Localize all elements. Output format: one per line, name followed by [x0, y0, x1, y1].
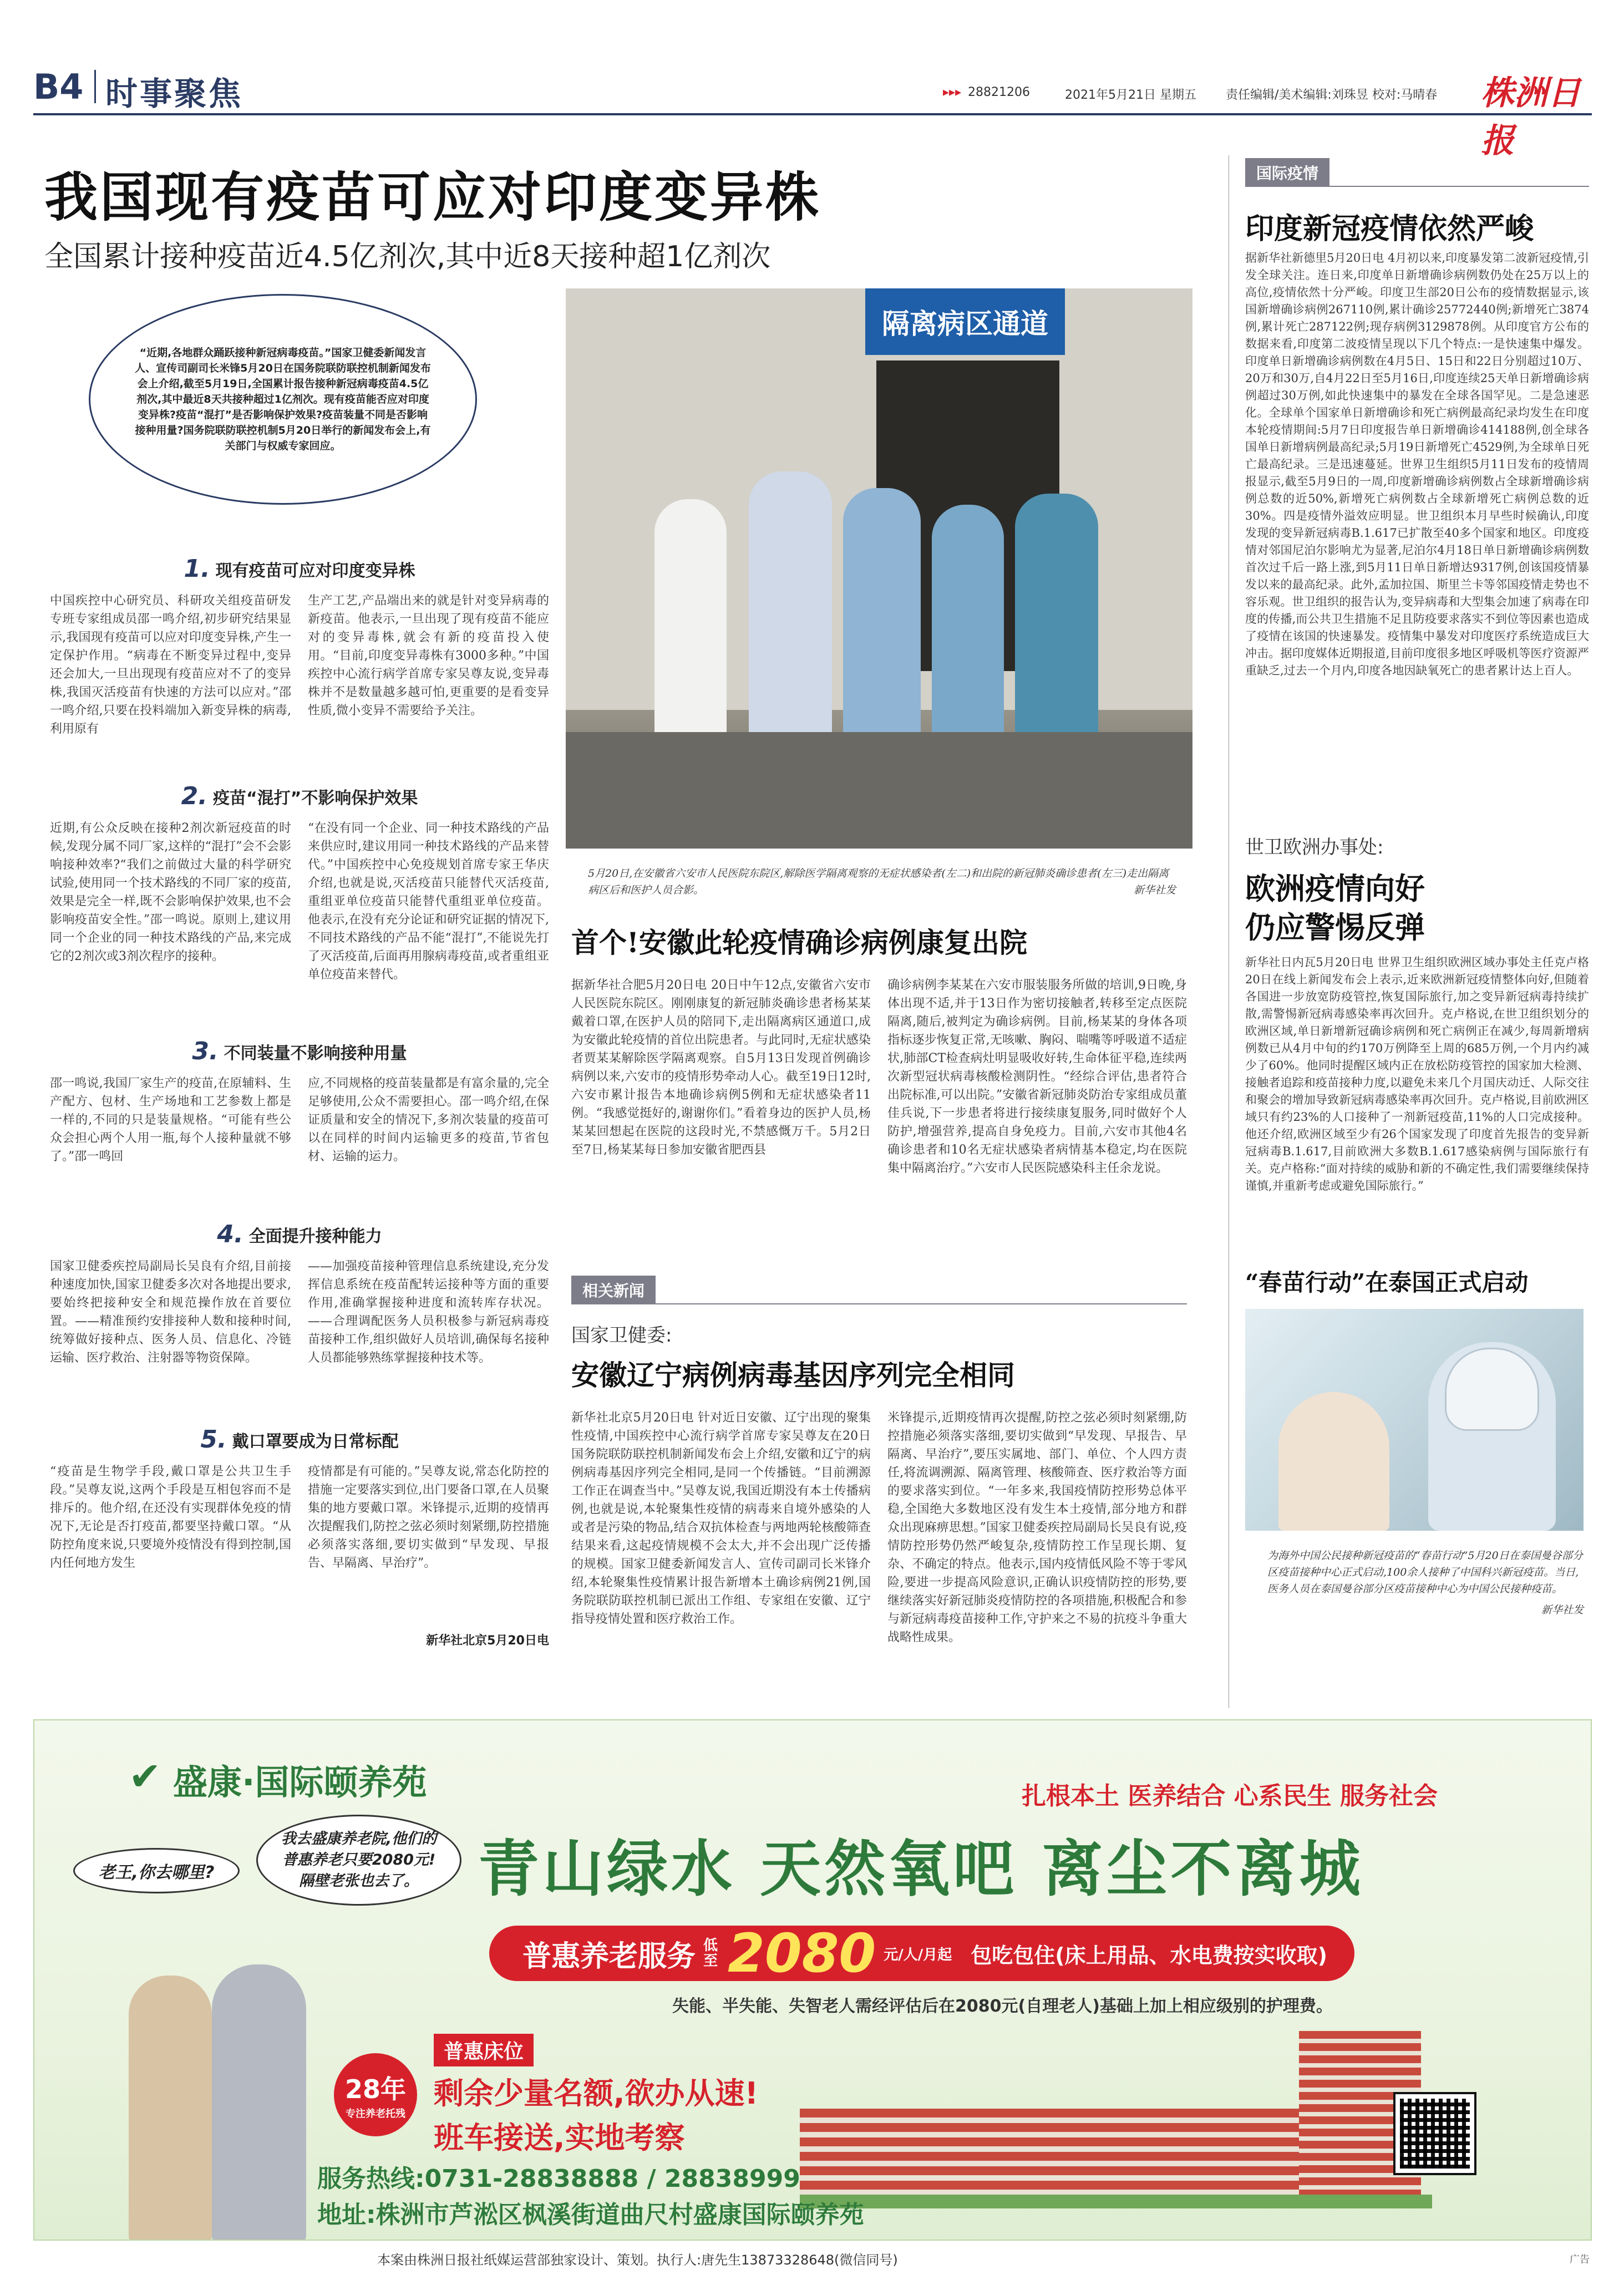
section-number: 1. [184, 555, 210, 583]
section-col-1: “疫苗是生物学手段,戴口罩是公共卫生手段。”吴尊友说,这两个手段是互相包容而不是排斥的。他介绍,在还没有实现群体免疫的情况下,无论是否打疫苗,都要坚持戴口罩。“从防控角度来说,只要境外疫情没有得到控制,国内任何地方发生 [50, 1465, 291, 1570]
section-number: 4. [217, 1220, 243, 1248]
lead-subhead: 全国累计接种疫苗近4.5亿剂次,其中近8天接种超1亿剂次 [44, 240, 771, 273]
related-headline: 安徽辽宁病例病毒基因序列完全相同 [571, 1359, 1015, 1392]
anhui-body [571, 976, 1187, 1265]
section-number: 3. [192, 1037, 219, 1065]
related-body [571, 1409, 1187, 1692]
lead-credit: 新华社北京5月20日电 [426, 1634, 549, 1648]
caption-credit: 新华社发 [1133, 884, 1176, 896]
ad-hotline: 服务热线:0731-28838888 / 28838999 [317, 2165, 800, 2193]
ad-price-banner [489, 1922, 1354, 1984]
section-number: 5. [200, 1425, 227, 1454]
europe-headline-2: 仍应警惕反弹 [1245, 910, 1425, 945]
section-title: 全面提升接种能力 [248, 1226, 382, 1246]
section-heading [50, 1037, 549, 1065]
page-number: B4 [33, 67, 84, 107]
ad-qr-code [1393, 2092, 1476, 2175]
masthead [33, 67, 1592, 160]
lead-headline: 我国现有疫苗可应对印度变异株 [44, 166, 821, 228]
photo-person-2 [749, 471, 832, 743]
ad-price-label: 普惠养老服务 [522, 1939, 696, 1973]
anhui-col-2: 确诊病例李某某在六安市服装服务所做的培训,9日晚,身体出现不适,并于13日作为密切接触者,转移至定点医院隔离,随后,被判定为确诊病例。目前,杨某某的身体各项指标逐步恢复正常,无咳嗽、胸闷、喘嘴等呼吸道不适症状,肺部CT检查病灶明显吸收好转,生命体征平稳,连续两次新型冠状病毒核酸检测阴性。“经综合评估,患者符合出院标准,可以出院。”安徽省新冠肺炎防治专家组成员董佳兵说,下一步患者将进行接续康复服务,同时做好个人防护,增强营养,提高自身免疫力。目前,六安市其他4名确诊患者和10名无症状感染者病情基本稳定,均在医院集中隔离治疗。”六安市人民医院感染科主任余龙说。 [887, 978, 1187, 1175]
masthead-rule [33, 113, 1592, 115]
lead-section-1 [50, 555, 549, 782]
section-title: 时事聚焦 [105, 75, 243, 113]
main-photo-caption [588, 865, 1176, 898]
section-title: 现有疫苗可应对印度变异株 [215, 561, 415, 581]
ad-brand-logo-icon: ✔ [129, 1754, 161, 1799]
paper-logo: 株洲日报 [1481, 74, 1581, 160]
ad-price-prefix: 低至 [703, 1937, 718, 1969]
caption-credit: 新华社发 [1541, 1604, 1584, 1616]
section-heading [50, 555, 549, 583]
hotline-arrows-icon: ▸▸▸ [943, 85, 962, 99]
masthead-date: 2021年5月21日 星期五 [1065, 88, 1196, 102]
photo-sign-text: 隔离病区通道 [882, 308, 1048, 340]
related-tag-rule [571, 1303, 1187, 1304]
ad-years: 28年 [344, 2074, 406, 2104]
page-number-divider [94, 70, 96, 103]
ad-urgent-1: 剩余少量名额,欲办从速! [434, 2076, 759, 2111]
ad-years-badge [334, 2053, 417, 2136]
section-title: 疫苗“混打”不影响保护效果 [212, 788, 418, 808]
thailand-photo [1245, 1309, 1584, 1531]
illustration-woman [212, 1964, 306, 2241]
section-col-2: ——加强疫苗接种管理信息系统建设,充分发挥信息系统在疫苗配转运接种等方面的重要作用,准确掌握接种进度和流转库存状况。——合理调配医务人员积极参与新冠病毒疫苗接种工作,组织做好人员培训,确保每名接种人员都能够熟练掌握接种技术等。 [308, 1260, 549, 1365]
section-col-1: 中国疾控中心研究员、科研攻关组疫苗研发专班专家组成员邵一鸣介绍,初步研究结果显示,我国现有疫苗可以应对印度变异株,产生一定保护作用。“病毒在不断变异过程中,变异还会加大,一旦出现现有疫苗应对不了的变异株,我国灭活疫苗有快速的方法可以应对。”邵一鸣介绍,只要在投料端加入新变异株的病毒,利用原有 [50, 594, 291, 736]
ad-elderly-illustration [129, 1953, 312, 2241]
ad-years-sub: 专注养老托残 [346, 2108, 405, 2120]
ad-mark: 广告 [1570, 2254, 1590, 2266]
related-tag: 相关新闻 [571, 1276, 656, 1304]
section-heading [50, 782, 549, 810]
section-col-2: 生产工艺,产品端出来的就是针对变异病毒的新疫苗。他表示,一旦出现了现有疫苗不能应对的变异毒株,就会有新的疫苗投入使用。“目前,印度变异毒株有3000多种。”中国疾控中心流行病学首席专家吴尊友说,变异毒株并不是数量越多越可怕,更重要的是看变异性质,微小变异不需要给予关注。 [308, 594, 549, 718]
india-headline: 印度新冠疫情依然严峻 [1245, 212, 1534, 246]
india-tag-rule [1245, 186, 1589, 187]
lead-section-5 [50, 1425, 549, 1658]
ad-brand: 盛康·国际颐养苑 [173, 1762, 427, 1802]
ad-urgent-2: 班车接送,实地考察 [434, 2120, 685, 2155]
photo-person-4 [932, 505, 1004, 749]
qr-pattern [1400, 2099, 1470, 2169]
ad-bubble-right: 我去盛康养老院,他们的普惠养老只要2080元!隔壁老张也去了。 [256, 1815, 461, 1906]
lead-section-4 [50, 1220, 549, 1425]
building-low-wing [800, 2109, 1299, 2197]
section-heading [50, 1425, 549, 1454]
masthead-hotline: 28821206 [968, 85, 1030, 99]
ad-price: 2080 [728, 1922, 876, 1984]
lead-intro-oval [89, 294, 477, 505]
thailand-headline: “春苗行动”在泰国正式启动 [1245, 1269, 1529, 1296]
ad-footer: 本案由株洲日报社纸媒运营部独家设计、策划。执行人:唐先生13873328648(微信同号) [377, 2252, 898, 2268]
ad-box [33, 1719, 1592, 2241]
ad-care-note: 失能、半失能、失智老人需经评估后在2080元(自理老人)基础上加上相应级别的护理费。 [672, 1997, 1333, 2016]
thailand-caption [1267, 1547, 1584, 1618]
photo-person-patient [1278, 1392, 1389, 1531]
anhui-col-1: 据新华社合肥5月20日电 20日中午12点,安徽省六安市人民医院东院区。刚刚康复的新冠肺炎确诊患者杨某某戴着口罩,在医护人员的陪同下,走出隔离病区通道口,成为安徽此轮疫情的首位出院患者。与此同时,无症状感染者贾某某解除医学隔离观察。自5月13日发现首例确诊病例以来,六安市的疫情形势牵动人心。截至19日12时,六安市累计报告本地确诊病例5例和无症状感染者11例。“我感觉挺好的,谢谢你们。”看着身边的医护人员,杨某某回想起在医院的这段时光,不禁感慨万千。5月2日至7日,杨某某每日参加安徽省肥西县 [571, 978, 871, 1157]
ad-bubble-left: 老王,你去哪里? [73, 1848, 240, 1893]
section-col-2: “在没有同一个企业、同一种技术路线的产品来供应时,建议用同一种技术路线的产品来替代。”中国疾控中心免疫规划首席专家王华庆介绍,也就是说,灭活疫苗只能替代灭活疫苗,重组亚单位疫苗只能替代重组亚单位疫苗。他表示,在没有充分论证和研究证据的情况下,不同技术路线的产品不能“混打”,不能说先打了灭活疫苗,后面再用腺病毒疫苗,或者重组亚单位疫苗来替代。 [308, 821, 549, 982]
illustration-man [129, 1976, 212, 2241]
europe-headline-1: 欧洲疫情向好 [1245, 871, 1425, 906]
photo-person-3 [843, 488, 921, 749]
section-col-1: 邵一鸣说,我国厂家生产的疫苗,在原辅料、生产配方、包材、生产场地和工艺参数上都是一样的,不同的只是装量规格。“可能有些公众会担心两个人用一瓶,每个人接种量就不够了。”邵一鸣回 [50, 1076, 291, 1164]
section-title: 不同装量不影响接种用量 [224, 1043, 407, 1063]
lead-section-2 [50, 782, 549, 1037]
photo-ground [566, 732, 1192, 849]
photo-person-1 [654, 499, 727, 738]
ad-main-slogan: 青山绿水 天然氧吧 离尘不离城 [478, 1834, 1364, 1905]
ad-slogan-right: 扎根本土 医养结合 心系民生 服务社会 [1022, 1782, 1438, 1810]
ad-bed-tag: 普惠床位 [434, 2034, 534, 2066]
lead-section-3 [50, 1037, 549, 1220]
anhui-headline: 首个!安徽此轮疫情确诊病例康复出院 [571, 926, 1027, 959]
section-col-1: 国家卫健委疾控局副局长吴良有介绍,目前接种速度加快,国家卫健委多次对各地提出要求,要始终把接种安全和规范操作放在首要位置。——精准预约安排接种人数和接种时间,统筹做好接种点、医务人员、信息化、冷链运输、医疗救治、注射器等物资保障。 [50, 1260, 291, 1365]
lead-sections [50, 555, 549, 1692]
europe-kicker: 世卫欧洲办事处: [1245, 836, 1384, 859]
section-number: 2. [181, 782, 207, 810]
ad-building-illustration [800, 2031, 1432, 2208]
building-lawn [800, 2195, 1432, 2208]
india-tag: 国际疫情 [1245, 158, 1329, 187]
india-text: 据新华社新德里5月20日电 4月初以来,印度暴发第二波新冠疫情,引发全球关注。连日来,印度单日新增确诊病例数仍处在25万以上的高位,疫情依然十分严峻。印度卫生部20日公布的疫情数据显示,该国新增确诊病例267110例,累计确诊25772440例;新增死亡3874例,累计死亡287122例;现存病例3129878例。从印度官方公布的数据来看,印度第二波疫情呈现以下几个特点:一是快速集中爆发。印度单日新增确诊病例数在4月5日、15日和22日分别超过10万、20万和30万,自4月22日至5月16日,印度连续25天单日新增确诊病例超过30万例,如此快速集中的暴发在全球各国罕见。二是急速恶化。全球单个国家单日新增确诊和死亡病例最高纪录均发生在印度本轮疫情期间:5月7日印度报告单日新增确诊414188例,创全球各国单日新增病例最高纪录;5月19日新增死亡4529例,为全球单日死亡最高纪录。三是迅速蔓延。世界卫生组织5月11日发布的疫情周报显示,截至5月9日的一周,印度新增确诊病例数占全球新增确诊病例总数的近50%,新增死亡病例数占全球新增死亡病例总数的近30%。四是疫情外溢效应明显。世卫组织本月早些时候确认,印度发现的变异新冠病毒B.1.617已扩散至40多个国家和地区。印度疫情对邻国尼泊尔影响尤为显著,尼泊尔4月18日单日新增确诊病例数首次过千后一路上涨,到5月11日单日新增达9317例,创该国疫情暴发以来的最高纪录。此外,孟加拉国、斯里兰卡等邻国疫情走势也不容乐观。世卫组织的报告认为,变异病毒和大型集会加速了病毒在印度的传播,而公共卫生措施不足且防疫要求落实不到位等因素也造成了疫情在该国的快速暴发。疫情集中暴发对印度医疗系统造成巨大冲击。据印度媒体近期报道,目前印度很多地区呼吸机等医疗资源严重缺乏,过去一个月内,印度各地因缺氧死亡的患者累计达上百人。 [1245, 251, 1589, 677]
related-col-2: 米锋提示,近期疫情再次提醒,防控之弦必须时刻紧绷,防控措施必须落实落细,要切实做到“早发现、早报告、早隔离、早治疗”,要压实属地、部门、单位、个人四方责任,将流调溯源、隔离管理、核酸筛查、医疗救治等方面的要求落实到位。“一年多来,我国疫情防控形势总体平稳,全国绝大多数地区没有发生本土疫情,部分地方和群众出现麻痹思想。”国家卫健委疾控局副局长吴良有说,疫情防控形势仍然严峻复杂,疫情防控工作呈现长期、复杂、不确定的特点。他表示,国内疫情低风险不等于零风险,要进一步提高风险意识,正确认识疫情防控的形势,要继续落实好新冠肺炎疫情防控的各项措施,积极配合和参与新冠病毒疫苗接种工作,守护来之不易的抗疫斗争重大战略性成果。 [887, 1411, 1187, 1644]
caption-text: 为海外中国公民接种新冠疫苗的“春苗行动”5月20日在泰国曼谷部分区疫苗接种中心正式启动,100余人接种了中国科兴新冠疫苗。当日,医务人员在泰国曼谷部分区疫苗接种中心为中国公民接种疫苗。 [1267, 1550, 1583, 1595]
caption-text: 5月20日,在安徽省六安市人民医院东院区,解除医学隔离观察的无症状感染者(左二)和出院的新冠肺炎确诊患者(左三)走出隔离病区后和医护人员合影。 [588, 867, 1169, 896]
lead-intro-text: “近期,各地群众踊跃接种新冠病毒疫苗。”国家卫健委新闻发言人、宣传司副司长米锋5月20日在国务院联防联控机制新闻发布会上介绍,截至5月19日,全国累计报告接种新冠病毒疫苗4.5亿剂次,其中最近8天共接种超过1亿剂次。现有疫苗能否应对印度变异株?疫苗“混打”是否影响保护效果?疫苗装量不同是否影响接种用量?国务院联防联控机制5月20日举行的新闻发布会上,有关部门与权威专家回应。 [135, 347, 431, 452]
europe-text: 新华社日内瓦5月20日电 世界卫生组织欧洲区域办事处主任克卢格20日在线上新闻发布会上表示,近来欧洲新冠疫情整体向好,但随着各国进一步放宽防疫管控,恢复国际旅行,加之变异新冠病毒持续扩散,需警惕新冠病毒感染率再次回升。克卢格说,在世卫组织划分的欧洲区域,单日新增新冠确诊病例和死亡病例正在减少,每周新增病例数已从4月中旬的约170万例降至上周的685万例,一个月内约减少了60%。他同时提醒区域内正在放松防疫管控的国家加大检测、接触者追踪和疫苗接种力度,以避免未来几个月国庆动迁、人际交往和聚会的增加导致新冠病毒感染率再次回升。克卢格说,目前欧洲区域只有约23%的人口接种了一剂新冠疫苗,11%的人口完成接种。他还介绍,欧洲区域至少有26个国家发现了印度首先报告的变异新冠病毒B.1.617,目前欧洲大多数B.1.617感染病例与国际旅行有关。克卢格称:“面对持续的威胁和新的不确定性,我们需要继续保持谨慎,并重新考虑或避免国际旅行。” [1245, 956, 1589, 1192]
photo-person-5 [1015, 494, 1098, 749]
section-col-1: 近期,有公众反映在接种2剂次新冠疫苗的时候,发现分属不同厂家,这样的“混打”会不会影响接种效率?“我们之前做过大量的科学研究试验,使用同一个技术路线的不同厂家的疫苗,效果是完全一样,既不会影响保护效果,也不会影响疫苗安全性。”邵一鸣说。原则上,建议用同一个企业的同一种技术路线的产品,来完成它的2剂次或3剂次程序的接种。 [50, 821, 291, 963]
photo-face-shield [1445, 1348, 1539, 1431]
related-col-1: 新华社北京5月20日电 针对近日安徽、辽宁出现的聚集性疫情,中国疾控中心流行病学首席专家吴尊友在20日国务院联防联控机制新闻发布会上介绍,安徽和辽宁的病例病毒基因序列完全相同,是同一个传播链。“目前溯源工作正在调查当中。”吴尊友说,我国近期没有本土传播病例,也就是说,本轮聚集性疫情的病毒来自境外感染的人或者是污染的物品,结合双抗体检查与两地两轮核酸筛查结果来看,这起疫情规模不会太大,并不会出现广泛传播的规模。国家卫健委新闻发言人、宣传司副司长米锋介绍,本轮聚集性疫情累计报告新增本土确诊病例21例,国务院联防联控机制已派出工作组、专家组在安徽、辽宁指导疫情处置和医疗救治工作。 [571, 1411, 871, 1626]
section-heading [50, 1220, 549, 1248]
photo-sign [865, 288, 1065, 355]
related-kicker: 国家卫健委: [571, 1324, 672, 1347]
masthead-editors: 责任编辑/美术编辑:刘珠昱 校对:马晴春 [1226, 88, 1438, 102]
ad-price-unit: 元/人/月起 [884, 1946, 952, 1963]
section-col-2: 疫情都是有可能的。”吴尊友说,常态化防控的措施一定要落实到位,出门要备口罩,在人员聚集的地方要戴口罩。米锋提示,近期的疫情再次提醒我们,防控之弦必须时刻紧绷,防控措施必须落实落细,要切实做到“早发现、早报告、早隔离、早治疗”。 [308, 1465, 549, 1570]
main-photo [566, 288, 1192, 849]
ad-address: 地址:株洲市芦淞区枫溪街道曲尺村盛康国际颐养苑 [317, 2201, 864, 2229]
section-title: 戴口罩要成为日常标配 [232, 1431, 399, 1451]
ad-price-note: 包吃包住(床上用品、水电费按实收取) [971, 1943, 1327, 1968]
section-col-2: 应,不同规格的疫苗装量都是有富余量的,完全足够使用,公众不需要担心。邵一鸣介绍,在保证质量和安全的情况下,多剂次装量的疫苗可以在同样的时间内运输更多的疫苗,节省包材、运输的运力。 [308, 1076, 549, 1164]
